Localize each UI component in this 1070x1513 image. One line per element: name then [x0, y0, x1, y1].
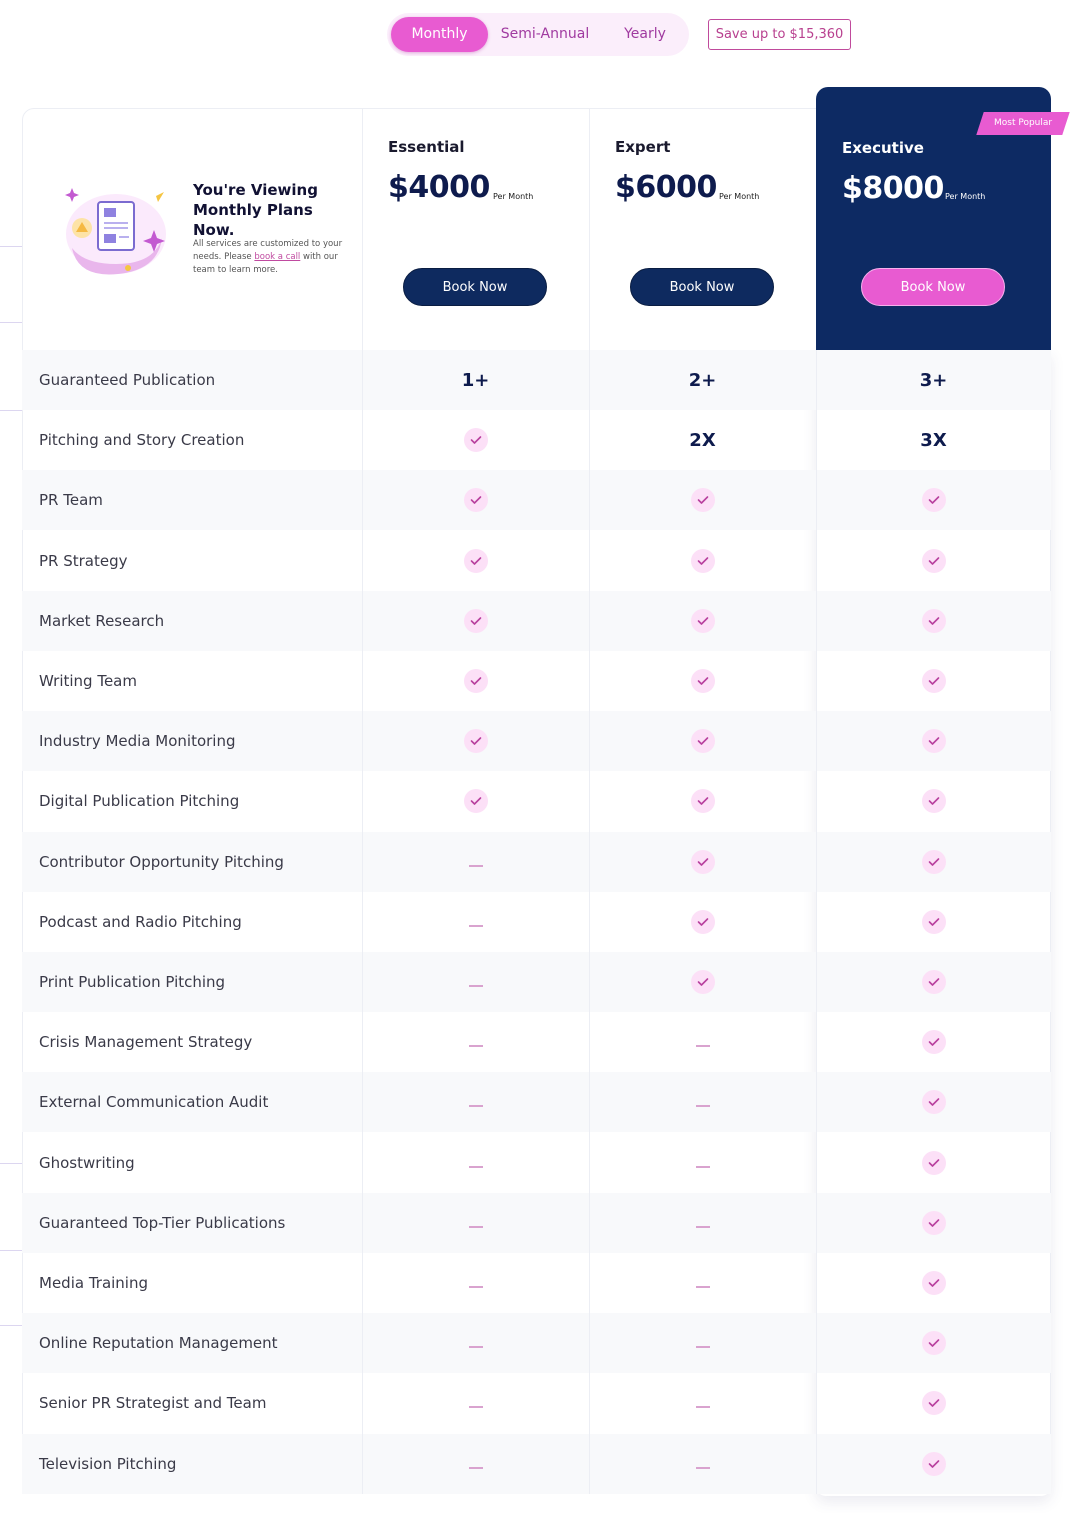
feature-row: [22, 410, 1051, 470]
feature-cell: [362, 1012, 589, 1072]
plan-period: Per Month: [719, 192, 760, 201]
feature-name: Media Training: [39, 1274, 149, 1292]
feature-cell: [589, 711, 816, 771]
feature-cell: [589, 531, 816, 591]
decorative-line: [0, 1163, 22, 1164]
feature-cell: [362, 771, 589, 831]
dash-icon: [696, 1045, 710, 1047]
dash-icon: [469, 1406, 483, 1408]
billing-option-semi-annual[interactable]: Semi-Annual: [500, 26, 590, 42]
decorative-line: [0, 1325, 22, 1326]
dash-icon: [696, 1226, 710, 1228]
book-call-link[interactable]: book a call: [254, 252, 301, 262]
feature-cell: [816, 410, 1051, 470]
dash-icon: [696, 1105, 710, 1107]
check-icon: [922, 729, 946, 753]
feature-row: [22, 952, 1051, 1012]
feature-row: [22, 832, 1051, 892]
check-icon: [922, 1271, 946, 1295]
book-now-button-expert[interactable]: Book Now: [630, 268, 774, 306]
feature-cell: [362, 832, 589, 892]
feature-name: Ghostwriting: [39, 1153, 135, 1172]
feature-cell: [362, 892, 589, 952]
feature-name: Market Research: [39, 611, 165, 630]
feature-row: [22, 1193, 1051, 1253]
check-icon: [922, 789, 946, 813]
feature-row: [22, 651, 1051, 711]
feature-cell: [589, 1193, 816, 1253]
feature-cell: [816, 591, 1051, 651]
billing-toggle: [387, 13, 689, 56]
feature-cell: [362, 1253, 589, 1313]
dash-icon: [469, 1045, 483, 1047]
check-icon: [464, 729, 488, 753]
feature-cell: [589, 1253, 816, 1313]
check-icon: [922, 669, 946, 693]
feature-row: [22, 1012, 1051, 1072]
dash-icon: [469, 1346, 483, 1348]
feature-cell: [362, 1072, 589, 1132]
feature-cell: [362, 350, 589, 410]
feature-cell: [589, 952, 816, 1012]
feature-cell: [816, 1373, 1051, 1433]
check-icon: [464, 789, 488, 813]
feature-cell: [816, 470, 1051, 530]
intro-title: You're Viewing Monthly Plans Now.: [193, 181, 318, 239]
feature-cell: [362, 1434, 589, 1494]
feature-row: [22, 470, 1051, 530]
check-icon: [922, 910, 946, 934]
check-icon: [922, 1331, 946, 1355]
feature-row: [22, 1434, 1051, 1494]
feature-row: [22, 1253, 1051, 1313]
dash-icon: [696, 1166, 710, 1168]
dash-icon: [469, 1467, 483, 1469]
check-icon: [922, 1211, 946, 1235]
most-popular-label: Most Popular: [993, 118, 1053, 128]
feature-cell: [589, 591, 816, 651]
book-now-button-essential[interactable]: Book Now: [403, 268, 547, 306]
plan-name: Executive: [842, 139, 924, 157]
feature-name: Digital Publication Pitching: [39, 792, 240, 811]
dash-icon: [469, 1105, 483, 1107]
plan-name: Expert: [615, 138, 671, 156]
feature-name: PR Team: [39, 491, 103, 510]
feature-cell: [362, 410, 589, 470]
decorative-line: [0, 322, 22, 323]
dash-icon: [469, 985, 483, 987]
feature-cell: [589, 1434, 816, 1494]
check-icon: [691, 549, 715, 573]
check-icon: [922, 1090, 946, 1114]
feature-name: Guaranteed Top-Tier Publications: [39, 1213, 286, 1232]
column-divider: [589, 108, 590, 1494]
feature-cell: [362, 711, 589, 771]
check-icon: [691, 488, 715, 512]
feature-cell: [816, 952, 1051, 1012]
check-icon: [922, 1391, 946, 1415]
plan-price: $8000: [842, 171, 944, 206]
feature-row: [22, 350, 1051, 410]
feature-cell: [362, 591, 589, 651]
check-icon: [922, 970, 946, 994]
feature-row: [22, 1313, 1051, 1373]
feature-row: [22, 591, 1051, 651]
intro-description: [193, 238, 353, 277]
billing-option-yearly[interactable]: Yearly: [624, 26, 666, 42]
feature-cell: [816, 1434, 1051, 1494]
feature-row: [22, 771, 1051, 831]
check-icon: [691, 729, 715, 753]
feature-cell: [816, 1012, 1051, 1072]
check-icon: [922, 488, 946, 512]
plan-name: Essential: [388, 138, 465, 156]
book-now-button-executive[interactable]: Book Now: [861, 268, 1005, 306]
feature-value: 1+: [461, 369, 490, 391]
decorative-line: [0, 410, 22, 411]
feature-name: PR Strategy: [39, 551, 128, 570]
feature-cell: [362, 1133, 589, 1193]
feature-name: Senior PR Strategist and Team: [39, 1394, 267, 1413]
document-illustration-icon: [58, 178, 173, 282]
dash-icon: [469, 1286, 483, 1288]
feature-row: [22, 1133, 1051, 1193]
billing-option-monthly[interactable]: Monthly: [391, 17, 488, 52]
check-icon: [691, 910, 715, 934]
feature-cell: [362, 1373, 589, 1433]
check-icon: [691, 789, 715, 813]
feature-cell: [816, 1313, 1051, 1373]
feature-cell: [816, 892, 1051, 952]
check-icon: [464, 488, 488, 512]
plan-period: Per Month: [493, 192, 534, 201]
dash-icon: [696, 1346, 710, 1348]
feature-name: Contributor Opportunity Pitching: [39, 852, 284, 871]
column-divider: [816, 350, 817, 1494]
feature-value: 3X: [920, 429, 947, 451]
feature-cell: [816, 832, 1051, 892]
feature-cell: [816, 531, 1051, 591]
intro-text-after: with our team to learn more.: [193, 252, 338, 275]
feature-cell: [589, 1313, 816, 1373]
savings-badge: Save up to $15,360: [708, 19, 851, 50]
feature-cell: [589, 1012, 816, 1072]
feature-value: 3+: [919, 369, 948, 391]
feature-cell: [362, 1313, 589, 1373]
feature-cell: [362, 651, 589, 711]
feature-cell: [362, 531, 589, 591]
feature-name: Online Reputation Management: [39, 1334, 278, 1353]
check-icon: [922, 609, 946, 633]
feature-row: [22, 711, 1051, 771]
dash-icon: [696, 1467, 710, 1469]
most-popular-badge: [976, 112, 1069, 135]
feature-row: [22, 892, 1051, 952]
check-icon: [691, 609, 715, 633]
dash-icon: [469, 865, 483, 867]
feature-cell: [362, 952, 589, 1012]
feature-cell: [816, 651, 1051, 711]
check-icon: [922, 850, 946, 874]
intro-text-before: All services are customized to your needs. Please: [193, 239, 343, 262]
feature-name: Podcast and Radio Pitching: [39, 912, 242, 931]
feature-cell: [816, 1133, 1051, 1193]
feature-value: 2+: [688, 369, 717, 391]
feature-row: [22, 531, 1051, 591]
feature-name: Print Publication Pitching: [39, 973, 226, 991]
feature-value: 2X: [689, 429, 716, 451]
feature-cell: [589, 771, 816, 831]
plan-price: $4000: [388, 170, 490, 205]
feature-cell: [362, 470, 589, 530]
plan-period: Per Month: [945, 192, 986, 201]
feature-cell: [816, 1253, 1051, 1313]
feature-name: Pitching and Story Creation: [39, 431, 245, 450]
check-icon: [691, 850, 715, 874]
feature-cell: [589, 1133, 816, 1193]
intro-cell: [22, 108, 362, 350]
check-icon: [922, 1030, 946, 1054]
feature-cell: [589, 470, 816, 530]
check-icon: [922, 1452, 946, 1476]
feature-name: Guaranteed Publication: [39, 371, 216, 389]
dash-icon: [469, 925, 483, 927]
check-icon: [691, 669, 715, 693]
check-icon: [691, 970, 715, 994]
feature-cell: [589, 832, 816, 892]
feature-name: External Communication Audit: [39, 1093, 269, 1112]
feature-cell: [816, 350, 1051, 410]
check-icon: [464, 609, 488, 633]
check-icon: [464, 428, 488, 452]
check-icon: [464, 669, 488, 693]
check-icon: [922, 549, 946, 573]
feature-cell: [816, 771, 1051, 831]
feature-cell: [816, 1072, 1051, 1132]
decorative-line: [0, 246, 22, 247]
dash-icon: [696, 1286, 710, 1288]
feature-cell: [589, 1373, 816, 1433]
dash-icon: [469, 1166, 483, 1168]
feature-cell: [589, 350, 816, 410]
decorative-line: [0, 1250, 22, 1251]
feature-cell: [589, 892, 816, 952]
feature-cell: [362, 1193, 589, 1253]
column-divider: [362, 108, 363, 1494]
dash-icon: [696, 1406, 710, 1408]
feature-cell: [816, 1193, 1051, 1253]
feature-row: [22, 1373, 1051, 1433]
check-icon: [922, 1151, 946, 1175]
plan-expert: [589, 108, 816, 350]
feature-name: Industry Media Monitoring: [39, 732, 236, 751]
feature-name: Television Pitching: [39, 1454, 177, 1473]
plan-price: $6000: [615, 170, 717, 205]
feature-cell: [589, 410, 816, 470]
feature-name: Writing Team: [39, 672, 137, 690]
feature-row: [22, 1072, 1051, 1132]
dash-icon: [469, 1226, 483, 1228]
feature-cell: [816, 711, 1051, 771]
feature-cell: [589, 1072, 816, 1132]
check-icon: [464, 549, 488, 573]
feature-cell: [589, 651, 816, 711]
plan-essential: [362, 108, 589, 350]
feature-name: Crisis Management Strategy: [39, 1033, 253, 1052]
